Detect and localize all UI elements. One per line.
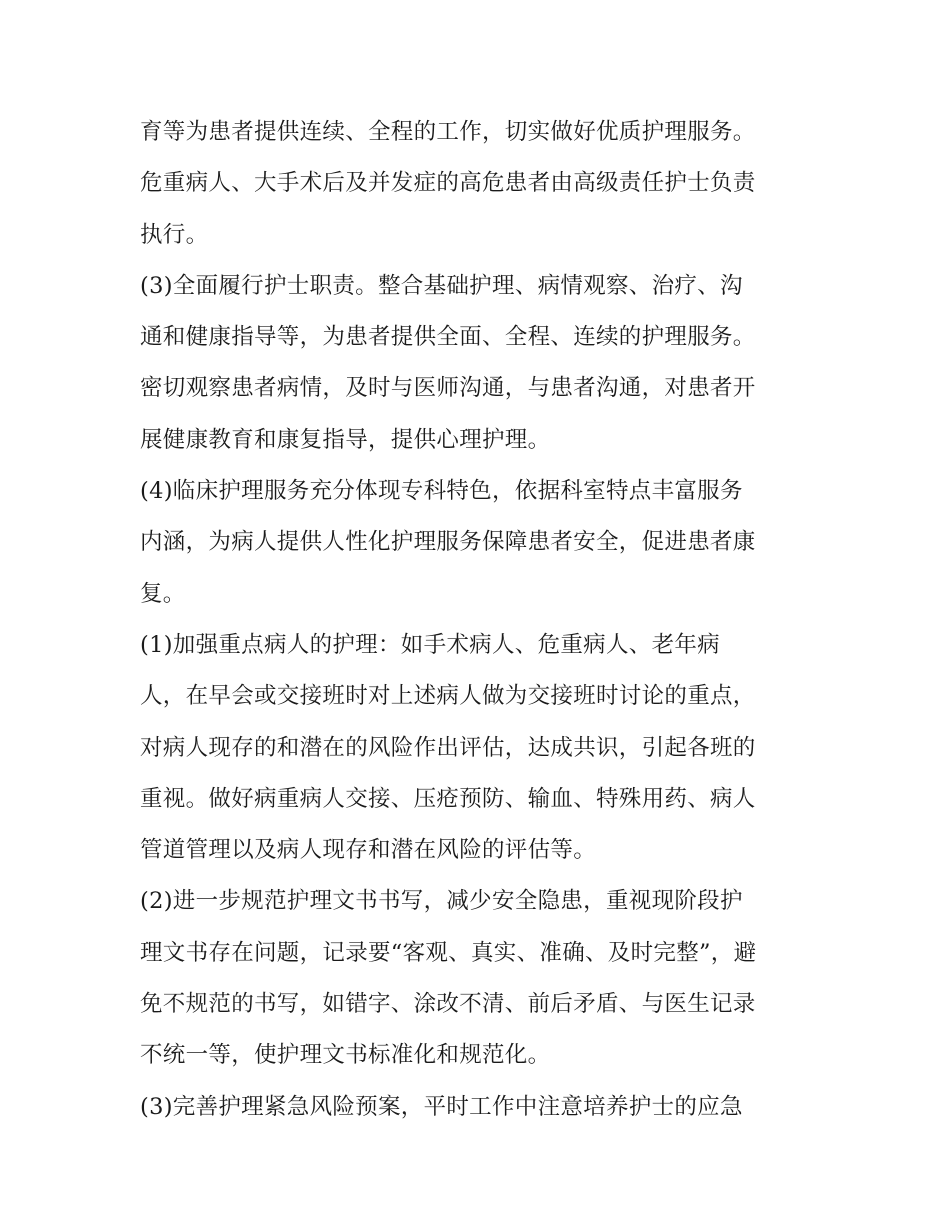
text-line: 重视。做好病重病人交接、压疮预防、输血、特殊用药、病人: [140, 785, 756, 812]
text-line: 展健康教育和康复指导，提供心理护理。: [140, 426, 551, 453]
text-line: 对病人现存的和潜在的风险作出评估，达成共识，引起各班的: [140, 734, 756, 761]
text-line: (3)全面履行护士职责。整合基础护理、病情观察、治疗、沟: [140, 272, 743, 299]
text-line: (1)加强重点病人的护理：如手术病人、危重病人、老年病: [140, 631, 720, 658]
text-line: (2)进一步规范护理文书书写，减少安全隐患，重视现阶段护: [140, 888, 743, 915]
text-line: 密切观察患者病情，及时与医师沟通，与患者沟通，对患者开: [140, 375, 756, 402]
text-line: 危重病人、大手术后及并发症的高危患者由高级责任护士负责: [140, 170, 756, 197]
text-line: 免不规范的书写，如错字、涂改不清、前后矛盾、与医生记录: [140, 991, 756, 1018]
text-line: 执行。: [140, 221, 209, 248]
text-line: 不统一等，使护理文书标准化和规范化。: [140, 1042, 551, 1069]
text-line: 育等为患者提供连续、全程的工作，切实做好优质护理服务。: [140, 119, 756, 145]
document-body: [140, 107, 820, 1133]
text-line: (4)临床护理服务充分体现专科特色，依据科室特点丰富服务: [140, 478, 743, 505]
text-line: (3)完善护理紧急风险预案，平时工作中注意培养护士的应急: [140, 1093, 743, 1120]
text-line: 管道管理以及病人现存和潜在风险的评估等。: [140, 837, 597, 864]
text-line: 内涵，为病人提供人性化护理服务保障患者安全，促进患者康: [140, 529, 756, 556]
text-line: 复。: [140, 580, 186, 607]
text-line: 人，在早会或交接班时对上述病人做为交接班时讨论的重点，: [140, 683, 756, 710]
text-line: 通和健康指导等，为患者提供全面、全程、连续的护理服务。: [140, 324, 756, 351]
text-line: 理文书存在问题，记录要“客观、真实、准确、及时完整”，避: [140, 939, 757, 966]
